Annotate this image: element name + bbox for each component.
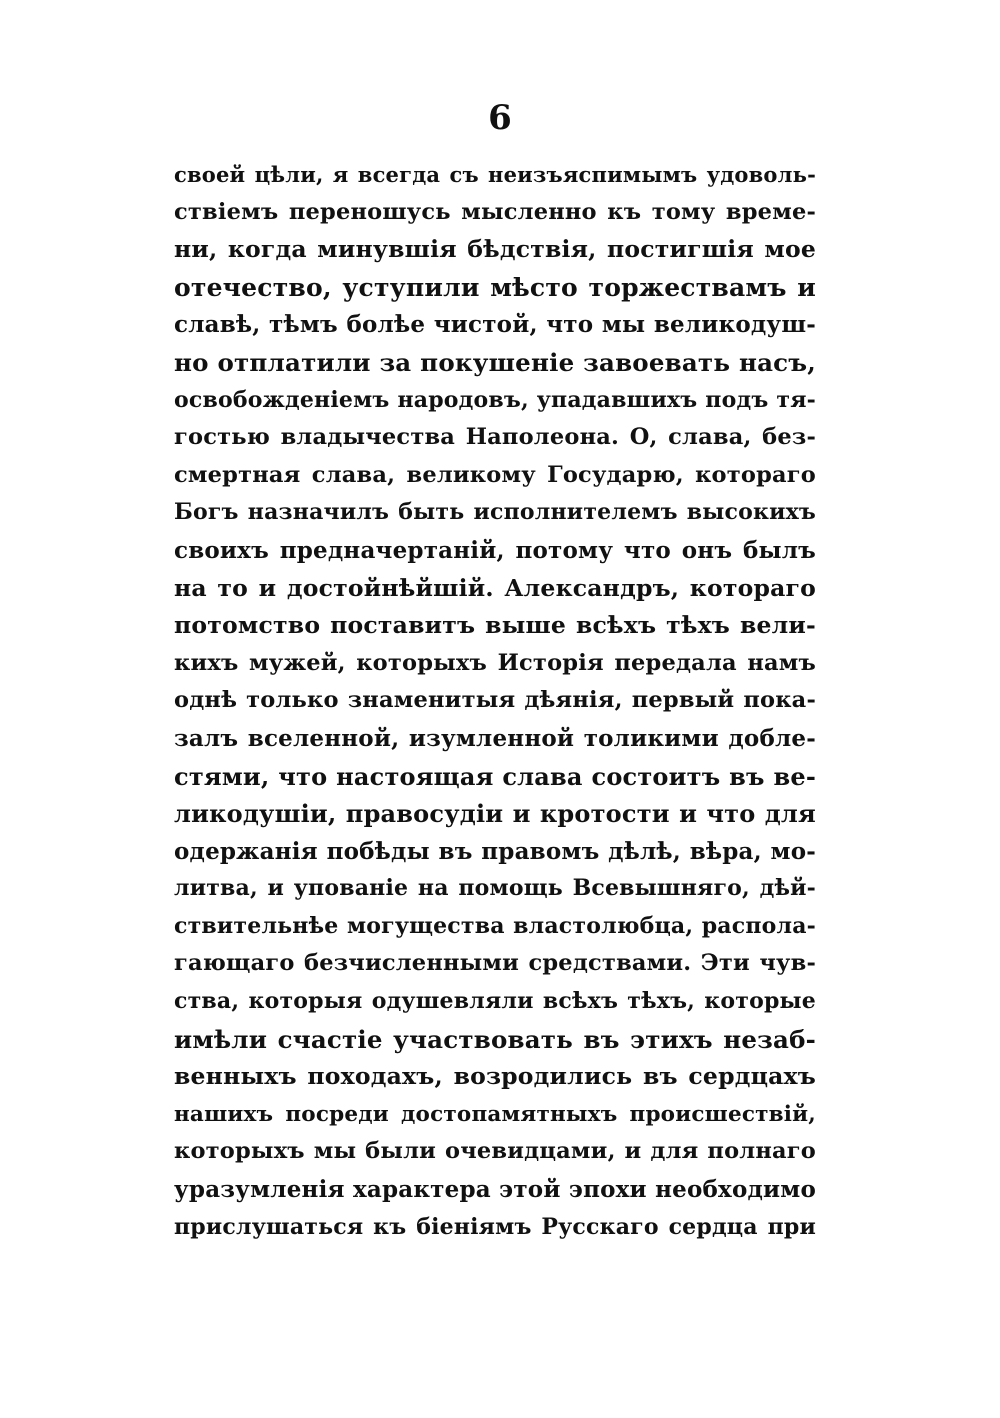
text-line: своей цѣли, я всегда съ неизъяспимымъ удоволь-: [174, 162, 816, 187]
text-line: залъ вселенной, изумленной толикими добле-: [174, 724, 816, 752]
text-line: одержанія побѣды въ правомъ дѣлѣ, вѣра, мо-: [174, 837, 816, 865]
text-line: стями, что настоящая слава состоитъ въ ве-: [174, 761, 816, 791]
text-line: литва, и упованіе на помощь Всевышняго, дѣй-: [174, 875, 816, 902]
text-line: Богъ назначилъ быть исполнителемъ высокихъ: [174, 499, 816, 526]
text-line: однѣ только знаменитыя дѣянія, первый пока-: [174, 687, 816, 714]
text-line: ствіемъ переношусь мысленно къ тому време-: [174, 198, 816, 225]
text-line: нашихъ посреди достопамятныхъ происшествій,: [174, 1101, 816, 1127]
text-line: кихъ мужей, которыхъ Исторія передала намъ: [174, 649, 816, 676]
text-line: славѣ, тѣмъ болѣе чистой, что мы великодуш-: [174, 311, 816, 339]
text-line: отечество, уступили мѣсто торжествамъ и: [174, 272, 816, 302]
text-line: потомство поставитъ выше всѣхъ тѣхъ вели-: [174, 611, 816, 640]
text-line: ствительнѣе могущества властолюбца, распола-: [174, 912, 816, 939]
text-line: на то и достойнѣйшій. Александръ, котораго: [174, 573, 816, 602]
text-line: венныхъ походахъ, возродились въ сердцахъ: [174, 1062, 816, 1091]
text-line: ни, когда минувшія бѣдствія, постигшія мое: [174, 235, 816, 264]
text-line: своихъ предначертаній, потому что онъ былъ: [174, 536, 816, 564]
text-line: освобожденіемъ народовъ, упадавшихъ подъ тя-: [174, 386, 816, 413]
text-line: ликодушіи, правосудіи и кротости и что для: [174, 799, 816, 829]
text-line: гающаго безчисленными средствами. Эти чув-: [174, 950, 816, 977]
text-line: гостью владычества Наполеона. О, слава, без-: [174, 424, 816, 451]
text-line: уразумленія характера этой эпохи необходимо: [174, 1176, 816, 1204]
text-line: смертная слава, великому Государю, котораго: [174, 461, 816, 488]
page-number: 6: [488, 98, 512, 138]
text-line: имѣли счастіе участвовать въ этихъ незаб-: [174, 1024, 816, 1054]
body-text: [174, 156, 816, 1246]
text-line: но отплатили за покушеніе завоевать насъ,: [174, 347, 816, 377]
text-line: ства, которыя одушевляли всѣхъ тѣхъ, которые: [174, 988, 816, 1015]
text-line: которыхъ мы были очевидцами, и для полнаго: [174, 1138, 816, 1165]
text-line: прислушаться къ біеніямъ Русскаго сердца при: [174, 1213, 816, 1240]
